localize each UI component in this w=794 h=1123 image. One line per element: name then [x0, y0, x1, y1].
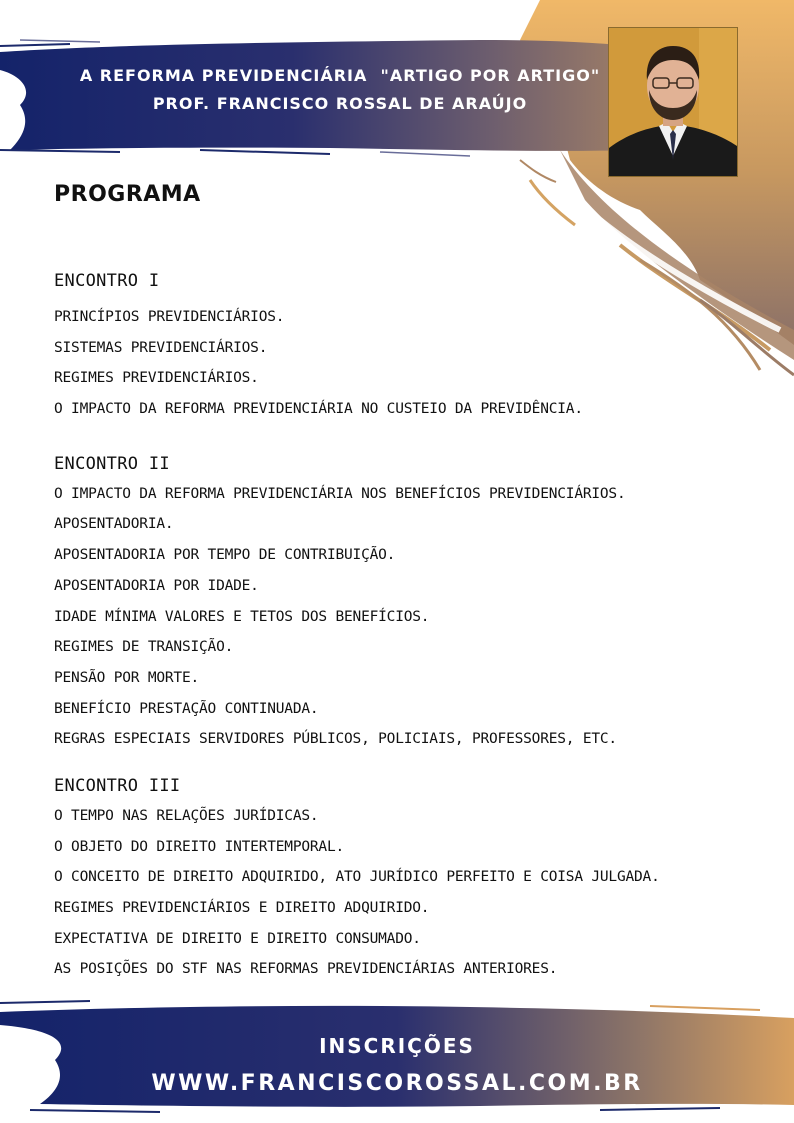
list-item: O TEMPO NAS RELAÇÕES JURÍDICAS. [54, 807, 319, 824]
list-item: IDADE MÍNIMA VALORES E TETOS DOS BENEFÍCIOS. [54, 608, 430, 625]
topic-list [54, 801, 774, 985]
professor-photo [608, 27, 738, 177]
list-item: O OBJETO DO DIREITO INTERTEMPORAL. [54, 838, 345, 855]
list-item: O IMPACTO DA REFORMA PREVIDENCIÁRIA NOS BENEFÍCIOS PREVIDENCIÁRIOS. [54, 485, 626, 502]
header-title [0, 62, 680, 118]
list-item: APOSENTADORIA POR TEMPO DE CONTRIBUIÇÃO. [54, 547, 396, 564]
list-item: O CONCEITO DE DIREITO ADQUIRIDO, ATO JURÍDICO PERFEITO E COISA JULGADA. [54, 869, 660, 886]
list-item: BENEFÍCIO PRESTAÇÃO CONTINUADA. [54, 700, 319, 717]
encontro-section-1 [54, 266, 774, 425]
program-title: PROGRAMA [54, 182, 201, 207]
list-item: REGIMES PREVIDENCIÁRIOS. [54, 370, 259, 387]
topic-list [54, 479, 774, 755]
encontro-section-3 [54, 771, 774, 985]
topic-list [54, 302, 774, 425]
encontro-title: ENCONTRO II [54, 453, 170, 474]
encontro-title: ENCONTRO III [54, 775, 181, 796]
header-line-course: A REFORMA PREVIDENCIÁRIA "ARTIGO POR ARTIGO" [79, 66, 601, 85]
portrait-image [609, 28, 737, 176]
list-item: PRINCÍPIOS PREVIDENCIÁRIOS. [54, 309, 285, 325]
header-line-professor: PROF. FRANCISCO ROSSAL DE ARAÚJO [152, 94, 528, 113]
list-item: PENSÃO POR MORTE. [54, 669, 200, 686]
list-item: APOSENTADORIA. [54, 516, 174, 533]
encontro-section-2 [54, 449, 774, 755]
encontro-title: ENCONTRO I [54, 271, 160, 291]
program-content [54, 180, 774, 985]
list-item: SISTEMAS PREVIDENCIÁRIOS. [54, 339, 268, 356]
list-item: REGIMES PREVIDENCIÁRIOS E DIREITO ADQUIRIDO. [54, 900, 430, 916]
list-item: EXPECTATIVA DE DIREITO E DIREITO CONSUMADO. [54, 930, 421, 947]
list-item: APOSENTADORIA POR IDADE. [54, 577, 259, 594]
list-item: O IMPACTO DA REFORMA PREVIDENCIÁRIA NO CUSTEIO DA PREVIDÊNCIA. [54, 401, 583, 418]
list-item: REGIMES DE TRANSIÇÃO. [54, 639, 234, 656]
footer-registration [0, 1028, 794, 1104]
footer-registration-label: INSCRIÇÕES [319, 1034, 475, 1058]
footer-website-link[interactable]: WWW.FRANCISCOROSSAL.COM.BR [151, 1071, 643, 1096]
list-item: AS POSIÇÕES DO STF NAS REFORMAS PREVIDENCIÁRIAS ANTERIORES. [54, 961, 558, 978]
list-item: REGRAS ESPECIAIS SERVIDORES PÚBLICOS, POLICIAIS, PROFESSORES, ETC. [54, 731, 617, 748]
